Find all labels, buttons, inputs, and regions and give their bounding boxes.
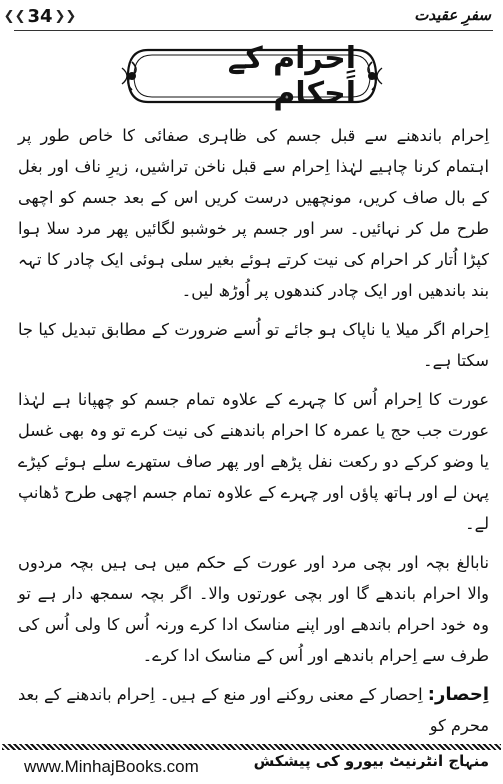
footer-url-link[interactable]: www.MinhajBooks.com [24,757,199,776]
footer-credit: منہاج انٹرنیٹ بیورو کی پیشکش [253,752,489,770]
header-rule [14,30,493,31]
document-body [18,120,489,749]
ornament-right-icon: ❯❯ [54,8,77,24]
paragraph: اِحرام باندھنے سے قبل جسم کی ظاہری صفائی کا خاص طور پر اہتمام کرنا چاہیے لہٰذا اِحرام سے قبل ناخن تراشیں، زیرِ ناف اور بغل کے بال صاف کریں، مونچھیں درست کریں اس کے بعد جسم کو اچھی طرح مل کر نہائیں۔ سر اور جسم پر خوشبو لگائیں پھر مرد سلا ہوا کپڑا اُتار کر احرام کی نیت کرتے ہوئے بغیر سلی ہوئی ایک چادر کا تہہ بند باندھیں اور ایک چادر کندھوں پر اُوڑھ لیں۔ [18,126,489,300]
paragraph-last [18,679,489,741]
page-header [0,0,503,40]
paragraph: نابالغ بچہ اور بچی مرد اور عورت کے حکم میں ہی ہیں بچہ مردوں والا احرام باندھے گا اور بچی عورتوں والا۔ اگر بچہ سمجھ دار ہے تو وہ خود احرام باندھے اور اپنے مناسک ادا کرے ورنہ اُس کا ولی اُس کی طرف سے اِحرام باندھے اور اُس کے مناسک ادا کرے۔ [18,553,489,665]
page-number: 34 [27,5,53,27]
paragraph-last-text: اِحصار کے معنی روکنے اور منع کے ہیں۔ اِحرام باندھنے کے بعد محرم کو [18,685,489,735]
footer-rule [2,744,501,750]
book-title: سفرِ عقیدت [414,6,491,24]
ornament-left-icon: ❮❮ [3,8,26,24]
chapter-title: اِحرام کے اَحکام [227,41,356,111]
term-ihsar: اِحصار: [427,684,489,705]
chapter-heading-frame [118,42,386,110]
paragraph: عورت کا اِحرام اُس کا چہرے کے علاوہ تمام جسم کو چھپانا ہے لہٰذا عورت جب حج یا عمرہ کا احرام باندھنے کی نیت کرے تو وہ بھی غسل یا وضو کرکے دو رکعت نفل پڑھے اور پھر صاف ستھرے سلے ہوئے کپڑے پہن لے اور ہاتھ پاؤں اور چہرے کے علاوہ تمام جسم اچھی طرح ڈھانپ لے۔ [18,390,489,533]
paragraph: اِحرام اگر میلا یا ناپاک ہو جائے تو اُسے ضرورت کے مطابق تبدیل کیا جا سکتا ہے۔ [18,320,489,370]
page-number-box [3,3,77,29]
